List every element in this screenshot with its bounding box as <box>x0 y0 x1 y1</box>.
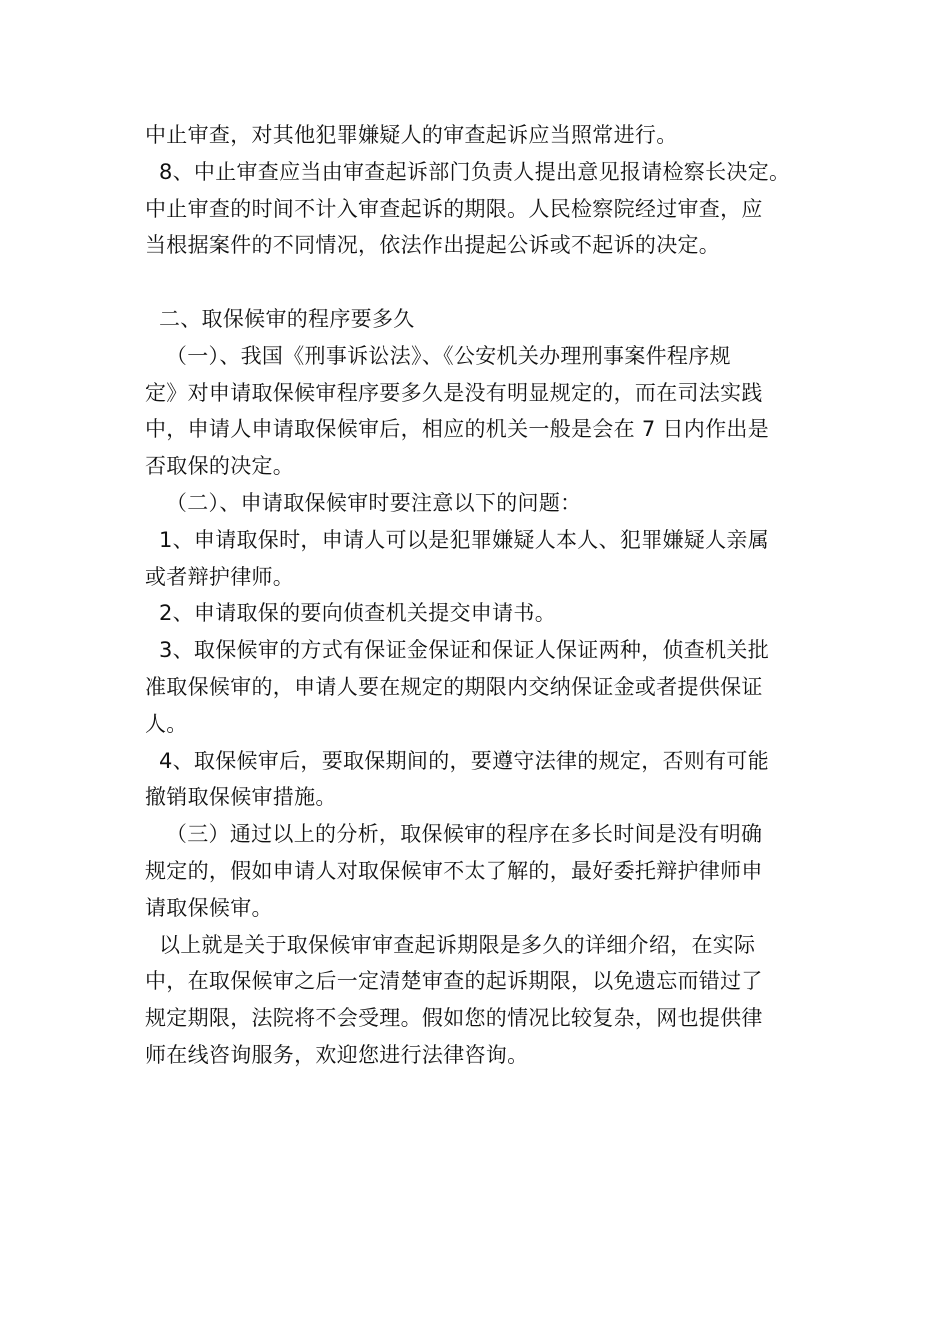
text-line: 3、取保候审的方式有保证金保证和保证人保证两种，侦查机关批 <box>145 638 770 663</box>
text-line: 师在线咨询服务，欢迎您进行法律咨询。 <box>145 1042 529 1067</box>
text-line: 2、申请取保的要向侦查机关提交申请书。 <box>145 601 557 626</box>
text-line: 中，申请人申请取保候审后，相应的机关一般是会在 7 日内作出是 <box>145 417 770 442</box>
text-line: 人。 <box>145 711 188 736</box>
text-line: 以上就是关于取保候审审查起诉期限是多久的详细介绍，在实际 <box>145 932 756 957</box>
text-line: 中止审查的时间不计入审查起诉的期限。人民检察院经过审查，应 <box>145 196 763 221</box>
section-heading: 二、取保候审的程序要多久 <box>145 306 415 331</box>
text-line: 中，在取保候审之后一定清楚审查的起诉期限，以免遗忘而错过了 <box>145 969 763 994</box>
text-line: 规定的，假如申请人对取保候审不太了解的，最好委托辩护律师申 <box>145 858 763 883</box>
blank-line <box>145 264 825 301</box>
text-line: 1、申请取保时，申请人可以是犯罪嫌疑人本人、犯罪嫌疑人亲属 <box>145 527 770 552</box>
text-line: 中止审查，对其他犯罪嫌疑人的审查起诉应当照常进行。 <box>145 123 678 147</box>
text-line: （三）通过以上的分析，取保候审的程序在多长时间是没有明确 <box>145 822 763 847</box>
text-line: 准取保候审的，申请人要在规定的期限内交纳保证金或者提供保证 <box>145 674 763 699</box>
text-line: 请取保候审。 <box>145 895 273 920</box>
text-line: 定》对申请取保候审程序要多久是没有明显规定的，而在司法实践 <box>145 380 763 405</box>
text-line: 或者辩护律师。 <box>145 564 295 589</box>
text-line: 否取保的决定。 <box>145 454 295 479</box>
text-line: 4、取保候审后，要取保期间的，要遵守法律的规定，否则有可能 <box>145 748 770 773</box>
text-line: （一）、我国《刑事诉讼法》、《公安机关办理刑事案件程序规 <box>145 343 731 368</box>
text-line: （二）、申请取保候审时要注意以下的问题： <box>145 490 582 515</box>
text-line: 8、中止审查应当由审查起诉部门负责人提出意见报请检察长决定。 <box>145 159 791 184</box>
document-body <box>145 117 825 1074</box>
text-line: 规定期限，法院将不会受理。假如您的情况比较复杂，网也提供律 <box>145 1006 763 1031</box>
text-line: 当根据案件的不同情况，依法作出提起公诉或不起诉的决定。 <box>145 233 721 258</box>
text-line: 撤销取保候审措施。 <box>145 785 337 810</box>
